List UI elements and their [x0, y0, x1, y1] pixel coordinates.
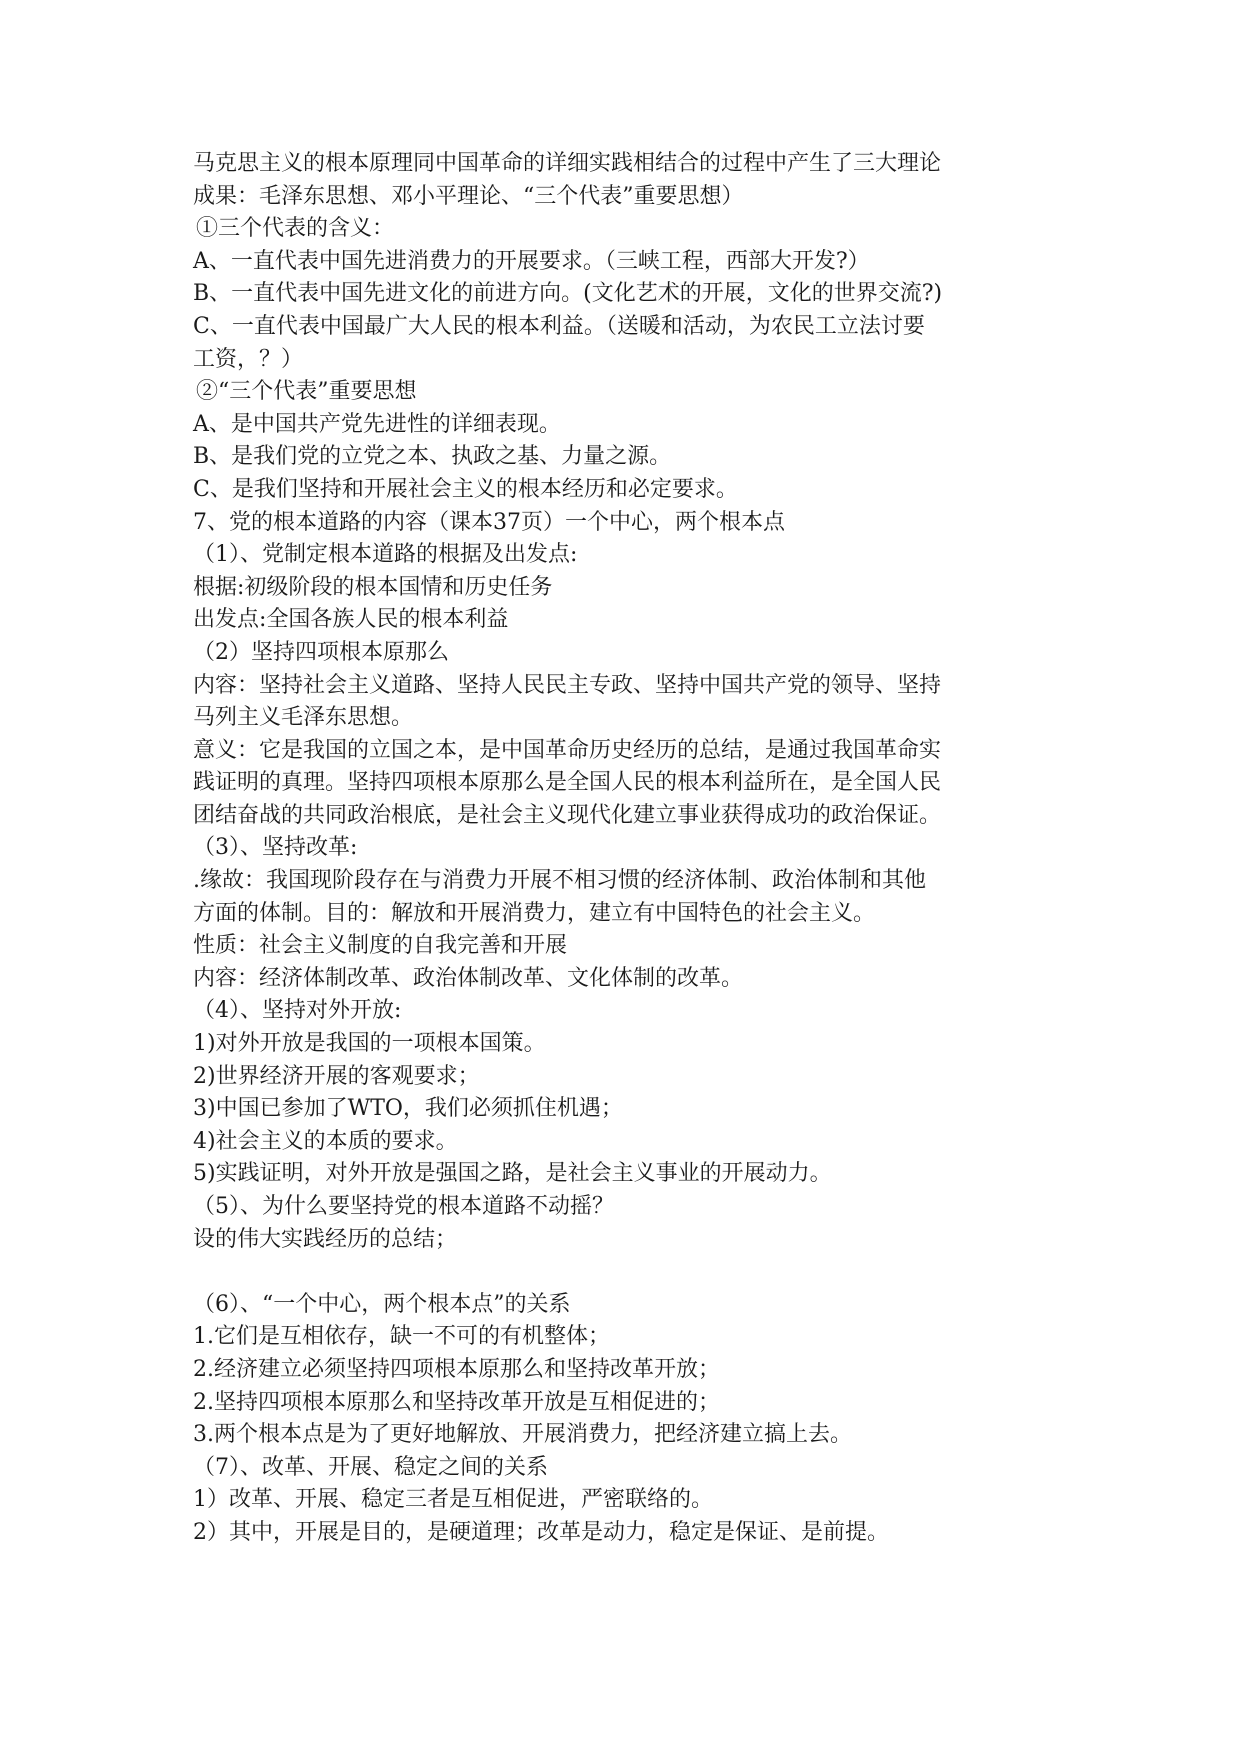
text-line: 意义：它是我国的立国之本，是中国革命历史经历的总结，是通过我国革命实	[193, 737, 942, 763]
text-line: 2)世界经济开展的客观要求；	[193, 1063, 480, 1089]
text-line: 2）其中，开展是目的，是硬道理；改革是动力，稳定是保证、是前提。	[193, 1519, 889, 1545]
text-line: （2）坚持四项根本原那么	[193, 639, 449, 665]
text-line: 设的伟大实践经历的总结；	[193, 1226, 458, 1252]
text-line: 出发点:全国各族人民的根本利益	[193, 607, 509, 633]
text-line: 3.两个根本点是为了更好地解放、开展消费力，把经济建立搞上去。	[193, 1422, 852, 1448]
text-line: ②“三个代表”重要思想	[196, 379, 417, 405]
text-line: 成果：毛泽东思想、邓小平理论、“三个代表”重要思想）	[193, 183, 744, 209]
text-line: B、是我们党的立党之本、执政之基、力量之源。	[193, 444, 672, 470]
blank-line	[193, 1256, 1053, 1289]
document-body	[193, 148, 1053, 1550]
text-line: A、是中国共产党先进性的详细表现。	[193, 411, 561, 437]
text-line: 2.坚持四项根本原那么和坚持改革开放是互相促进的；	[193, 1389, 720, 1415]
text-line: 工资，？）	[193, 346, 304, 372]
text-line: C、是我们坚持和开展社会主义的根本经历和必定要求。	[193, 476, 738, 502]
text-line: 践证明的真理。坚持四项根本原那么是全国人民的根本利益所在，是全国人民	[193, 770, 942, 796]
text-line: （6）、“一个中心，两个根本点”的关系	[193, 1291, 571, 1317]
text-line: B、一直代表中国先进文化的前进方向。(文化艺术的开展，文化的世界交流?)	[193, 281, 943, 307]
text-line: 马列主义毛泽东思想。	[193, 705, 414, 731]
text-line: ①三个代表的含义：	[196, 216, 395, 242]
text-line: 性质：社会主义制度的自我完善和开展	[193, 933, 568, 959]
text-line: 1）改革、开展、稳定三者是互相促进，严密联络的。	[193, 1487, 713, 1513]
text-line: 方面的体制。目的：解放和开展消费力，建立有中国特色的社会主义。	[193, 900, 876, 926]
text-line: 4)社会主义的本质的要求。	[193, 1128, 458, 1154]
text-line: （3）、坚持改革:	[193, 835, 358, 861]
text-line: 1.它们是互相依存，缺一不可的有机整体；	[193, 1324, 610, 1350]
text-line: （7）、改革、开展、稳定之间的关系	[193, 1454, 548, 1480]
text-line: 内容：坚持社会主义道路、坚持人民民主专政、坚持中国共产党的领导、坚持	[193, 672, 942, 698]
text-line: （1）、党制定根本道路的根据及出发点:	[193, 542, 578, 568]
text-line: （5）、为什么要坚持党的根本道路不动摇？	[193, 1194, 614, 1219]
text-line: 7、党的根本道路的内容（课本37页）一个中心，两个根本点	[193, 509, 785, 535]
text-line: 马克思主义的根本原理同中国革命的详细实践相结合的过程中产生了三大理论	[193, 151, 942, 176]
text-line: （4）、坚持对外开放:	[193, 998, 402, 1024]
text-line: 3)中国已参加了WTO，我们必须抓住机遇；	[193, 1096, 623, 1122]
text-line: 5)实践证明，对外开放是强国之路，是社会主义事业的开展动力。	[193, 1161, 832, 1187]
text-line: 2.经济建立必须坚持四项根本原那么和坚持改革开放；	[193, 1356, 720, 1382]
text-line: 根据:初级阶段的根本国情和历史任务	[193, 574, 553, 600]
text-line: 内容：经济体制改革、政治体制改革、文化体制的改革。	[193, 965, 744, 991]
text-line: C、一直代表中国最广大人民的根本利益。（送暖和活动，为农民工立法讨要	[193, 313, 925, 339]
text-line: A、一直代表中国先进消费力的开展要求。（三峡工程，西部大开发?）	[193, 248, 870, 274]
text-line: 1)对外开放是我国的一项根本国策。	[193, 1031, 546, 1057]
text-line: 团结奋战的共同政治根底，是社会主义现代化建立事业获得成功的政治保证。	[193, 802, 942, 828]
text-line: .缘故：我国现阶段存在与消费力开展不相习惯的经济体制、政治体制和其他	[193, 868, 926, 894]
